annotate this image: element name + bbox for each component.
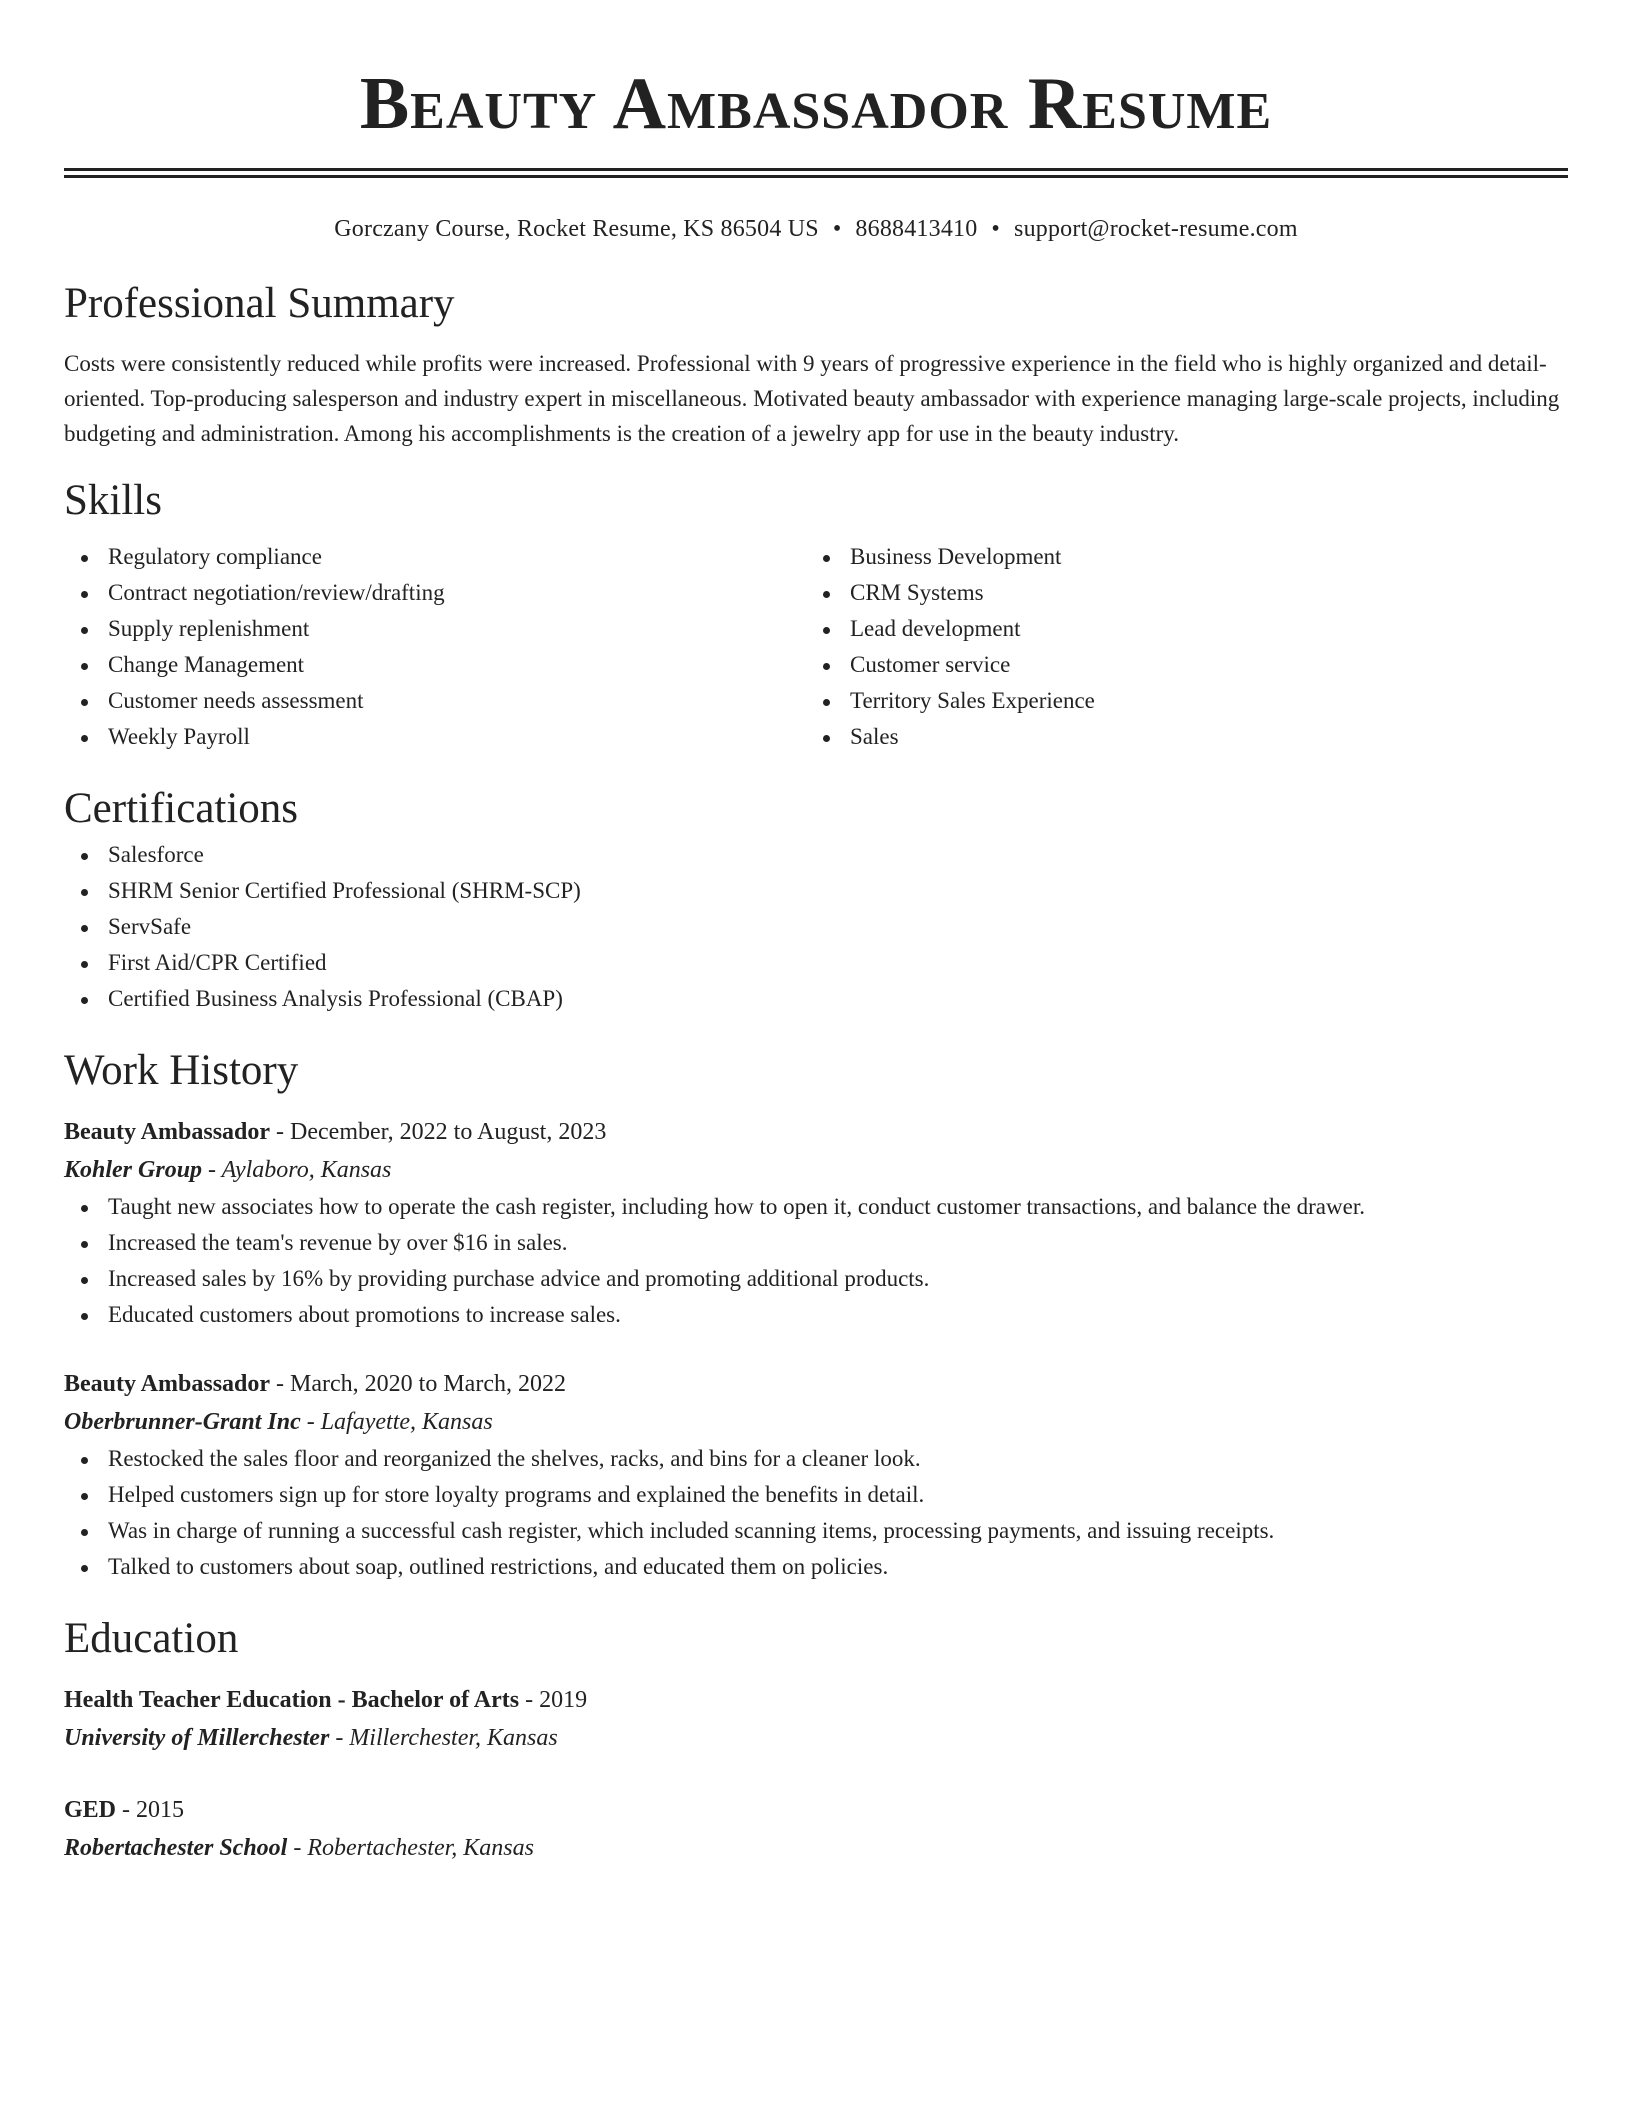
skills-columns — [64, 539, 1568, 755]
education-header — [64, 1791, 1568, 1829]
education-year: - 2019 — [519, 1687, 588, 1713]
education-school: Robertachester School — [64, 1835, 288, 1861]
certification-item: SHRM Senior Certified Professional (SHRM-SCP) — [64, 873, 1568, 909]
job-dates: - December, 2022 to August, 2023 — [270, 1119, 607, 1145]
job-duty: Increased the team's revenue by over $16 in sales. — [64, 1225, 1568, 1261]
education-school: University of Millerchester — [64, 1725, 330, 1751]
job-company-line — [64, 1151, 1568, 1189]
certifications-list — [64, 837, 1568, 1017]
job-role: Beauty Ambassador — [64, 1119, 271, 1145]
summary-text: Costs were consistently reduced while profits were increased. Professional with 9 years of progressive experience in the field who is highly organized and detail-oriented. Top-producing salesperson and industry expert in miscellaneous. Motivated beauty ambassador with experience managing large-scale projects, including budgeting and administration. Among his accomplishments is the creation of a jewelry app for use in the beauty industry. — [64, 351, 1560, 446]
contact-separator: • — [832, 216, 842, 242]
skill-item: Lead development — [806, 611, 1548, 647]
job-duties-list — [64, 1441, 1568, 1585]
skill-item: Customer needs assessment — [64, 683, 806, 719]
education-school-line — [64, 1829, 1568, 1867]
contact-phone[interactable]: 8688413410 — [855, 216, 978, 242]
education-location: - Millerchester, Kansas — [329, 1725, 558, 1751]
job-duty: Talked to customers about soap, outlined restrictions, and educated them on policies. — [64, 1549, 1568, 1585]
skill-item: Business Development — [806, 539, 1548, 575]
education-entry — [64, 1791, 1568, 1867]
skill-item: Territory Sales Experience — [806, 683, 1548, 719]
contact-line — [64, 212, 1568, 246]
skill-item: CRM Systems — [806, 575, 1548, 611]
skill-item: Customer service — [806, 647, 1548, 683]
contact-address: Gorczany Course, Rocket Resume, KS 86504 US — [334, 216, 819, 242]
education-entry — [64, 1681, 1568, 1757]
job-dates: - March, 2020 to March, 2022 — [270, 1371, 566, 1397]
resume-title: Beauty Ambassador Resume — [359, 63, 1273, 145]
education-year: - 2015 — [116, 1797, 185, 1823]
job-company: Kohler Group — [64, 1157, 203, 1183]
job-duty: Taught new associates how to operate the cash register, including how to open it, conduct customer transactions, and balance the drawer. — [64, 1189, 1568, 1225]
skill-item: Sales — [806, 719, 1548, 755]
title-divider — [64, 168, 1568, 178]
job-header — [64, 1365, 1568, 1403]
job-duty: Was in charge of running a successful cash register, which included scanning items, processing payments, and issuing receipts. — [64, 1513, 1568, 1549]
work-history-heading: Work History — [64, 1047, 299, 1094]
skill-item: Weekly Payroll — [64, 719, 806, 755]
certifications-heading: Certifications — [64, 785, 299, 832]
job-location: - Aylaboro, Kansas — [202, 1157, 392, 1183]
skill-item: Regulatory compliance — [64, 539, 806, 575]
skill-item: Contract negotiation/review/drafting — [64, 575, 806, 611]
certification-item: ServSafe — [64, 909, 1568, 945]
certification-item: Salesforce — [64, 837, 1568, 873]
job-duty: Increased sales by 16% by providing purchase advice and promoting additional products. — [64, 1261, 1568, 1297]
contact-separator: • — [991, 216, 1001, 242]
job-duty: Restocked the sales floor and reorganized the shelves, racks, and bins for a cleaner look. — [64, 1441, 1568, 1477]
education-header — [64, 1681, 1568, 1719]
job-role: Beauty Ambassador — [64, 1371, 271, 1397]
skills-list-left — [64, 539, 806, 755]
skills-heading: Skills — [64, 477, 162, 524]
education-school-line — [64, 1719, 1568, 1757]
job-duties-list — [64, 1189, 1568, 1333]
contact-email[interactable]: support@rocket-resume.com — [1014, 216, 1298, 242]
education-degree: GED — [64, 1797, 117, 1823]
summary-heading: Professional Summary — [64, 280, 455, 327]
skills-list-right — [806, 539, 1548, 755]
skill-item: Change Management — [64, 647, 806, 683]
job-entry — [64, 1365, 1568, 1585]
education-heading: Education — [64, 1615, 239, 1662]
certification-item: Certified Business Analysis Professional (CBAP) — [64, 981, 1568, 1017]
skill-item: Supply replenishment — [64, 611, 806, 647]
certification-item: First Aid/CPR Certified — [64, 945, 1568, 981]
job-duty: Helped customers sign up for store loyalty programs and explained the benefits in detail. — [64, 1477, 1568, 1513]
job-location: - Lafayette, Kansas — [300, 1409, 493, 1435]
job-header — [64, 1113, 1568, 1151]
job-duty: Educated customers about promotions to increase sales. — [64, 1297, 1568, 1333]
education-degree: Health Teacher Education - Bachelor of Arts — [64, 1687, 520, 1713]
job-company-line — [64, 1403, 1568, 1441]
education-location: - Robertachester, Kansas — [287, 1835, 534, 1861]
job-company: Oberbrunner-Grant Inc — [64, 1409, 301, 1435]
job-entry — [64, 1113, 1568, 1333]
